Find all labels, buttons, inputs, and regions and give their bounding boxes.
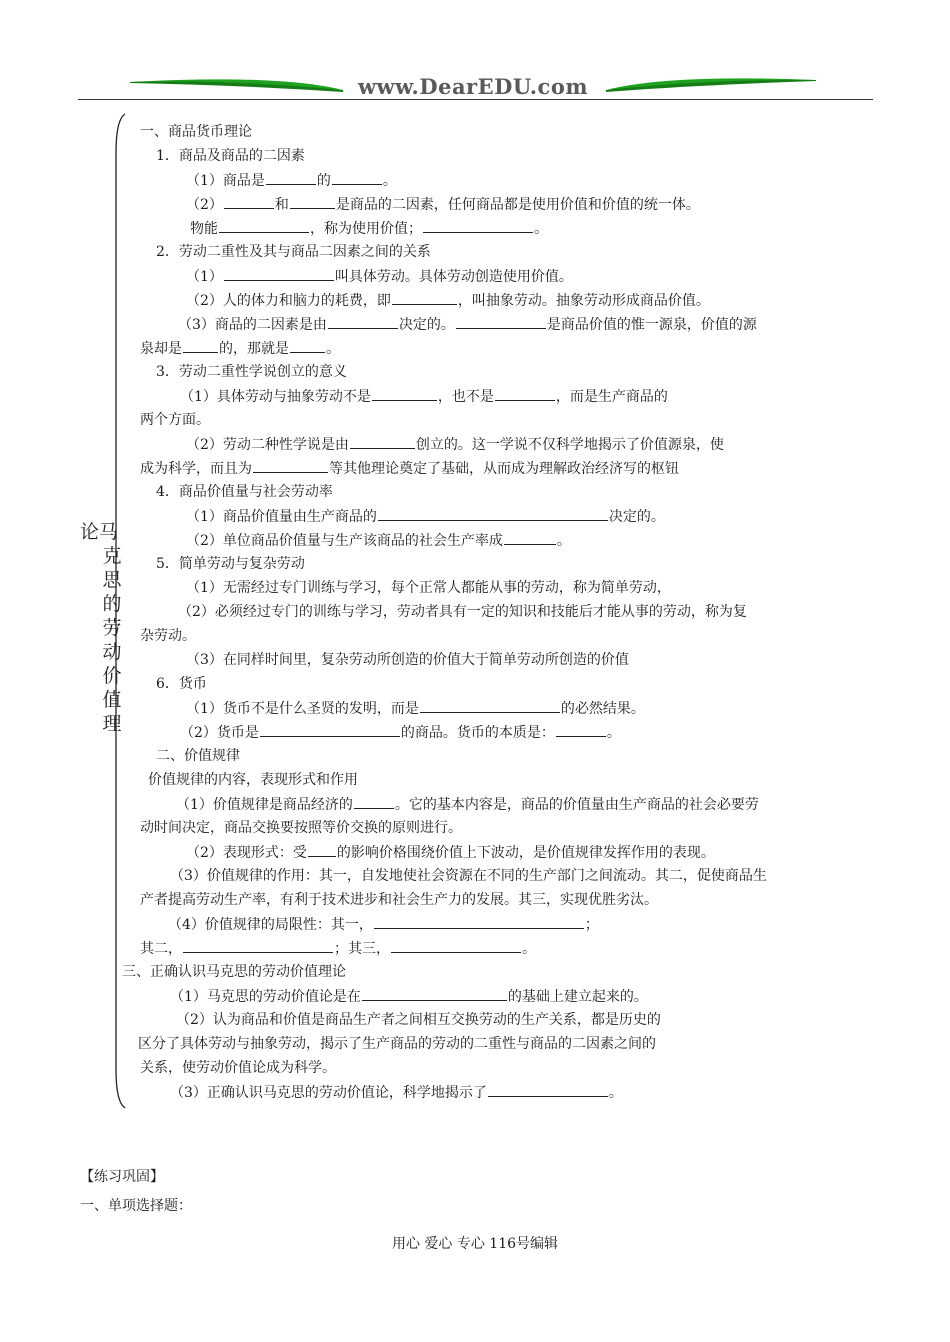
line-text: （3）正确认识马克思的劳动价值论，科学地揭示了 — [170, 1085, 487, 1101]
line-text: 成为科学，而且为 — [140, 461, 252, 477]
fill-in-blank[interactable] — [391, 938, 521, 953]
outline-line — [156, 482, 333, 502]
line-text: 2．劳动二重性及其与商品二因素之间的关系 — [156, 244, 431, 260]
outline-line — [186, 170, 397, 191]
line-text: ，称为使用价值； — [310, 221, 422, 237]
outline-line — [148, 770, 358, 790]
line-text: （1）价值规律是商品经济的 — [176, 797, 353, 813]
fill-in-blank[interactable] — [290, 194, 335, 209]
line-text: 产者提高劳动生产率，有利于技术进步和社会生产力的发展。其三，实现优胜劣汰。 — [140, 892, 658, 908]
fill-in-blank[interactable] — [328, 314, 398, 329]
practice-heading: 【练习巩固】 — [80, 1169, 164, 1185]
side-char: 动 — [102, 641, 122, 663]
line-text: （2） — [186, 197, 223, 213]
line-text: 。它的基本内容是，商品的价值量由生产商品的社会必要劳 — [394, 797, 759, 813]
line-text: ；其三， — [334, 941, 390, 957]
line-text: 物能 — [190, 221, 218, 237]
line-text: （2）单位商品价值量与生产该商品的社会生产率成 — [186, 533, 503, 549]
side-char: 思 — [102, 569, 122, 591]
line-text: （2）必须经过专门的训练与学习，劳动者具有一定的知识和技能后才能从事的劳动，称为复 — [178, 604, 747, 620]
line-text: 。 — [608, 1085, 623, 1101]
side-char: 克 — [102, 545, 122, 567]
line-text: 其二， — [140, 941, 182, 957]
outline-line — [186, 842, 715, 863]
line-text: （1） — [186, 269, 223, 285]
line-text: （1）马克思的劳动价值论是在 — [170, 989, 361, 1005]
outline-line — [140, 818, 462, 838]
fill-in-blank[interactable] — [224, 266, 334, 281]
line-text: （1）商品价值量由生产商品的 — [186, 509, 377, 525]
logo-text: www.DearEDU.com — [357, 74, 589, 99]
outline-line — [156, 146, 305, 166]
page-footer: 用心 爱心 专心 116号编辑 — [391, 1236, 559, 1252]
line-text: （2）认为商品和价值是商品生产者之间相互交换劳动的生产关系，都是历史的 — [176, 1012, 661, 1028]
fill-in-blank[interactable] — [378, 506, 608, 521]
side-char: 论 — [80, 521, 100, 543]
line-text: 泉却是 — [140, 341, 182, 357]
outline-line — [186, 194, 700, 215]
line-text: 。 — [522, 941, 536, 957]
outline-line — [190, 218, 548, 239]
line-text: （2）表现形式：受 — [186, 845, 307, 861]
line-text: 的商品。货币的本质是： — [400, 725, 555, 741]
outline-line — [186, 290, 710, 311]
line-text: （2）劳动二种性学说是由 — [186, 437, 349, 453]
line-text: （1）无需经过专门训练与学习，每个正常人都能从事的劳动，称为简单劳动， — [186, 580, 671, 596]
fill-in-blank[interactable] — [308, 842, 336, 857]
outline-line — [140, 1058, 336, 1078]
fill-in-blank[interactable] — [488, 1082, 608, 1097]
line-text: 叫具体劳动。具体劳动创造使用价值。 — [334, 269, 573, 285]
outline-line — [178, 314, 757, 335]
fill-in-blank[interactable] — [219, 218, 309, 233]
line-text: 动时间决定，商品交换要按照等价交换的原则进行。 — [140, 820, 462, 836]
line-text: 创立的。这一学说不仅科学地揭示了价值源泉，使 — [415, 437, 724, 453]
line-text: 1．商品及商品的二因素 — [156, 148, 305, 164]
line-text: （2）货币是 — [180, 725, 259, 741]
line-text: 。 — [556, 533, 571, 549]
line-text: 4．商品价值量与社会劳动率 — [156, 484, 333, 500]
outline-line — [156, 554, 305, 574]
fill-in-blank[interactable] — [183, 938, 333, 953]
outline-line — [180, 722, 621, 743]
side-vertical-label — [80, 520, 126, 736]
line-text: 决定的。 — [608, 509, 665, 525]
line-text: 二、价值规律 — [156, 748, 240, 764]
line-text: 的必然结果。 — [560, 701, 645, 717]
outline-line — [170, 1082, 623, 1103]
line-text: 价值规律的内容，表现形式和作用 — [148, 772, 358, 788]
outline-line — [168, 914, 599, 935]
outline-line — [186, 506, 665, 527]
line-text: （1）货币不是什么圣贤的发明，而是 — [186, 701, 419, 717]
outline-line — [156, 362, 347, 382]
line-text: （4）价值规律的局限性：其一， — [168, 917, 373, 933]
line-text: 的影响价格围绕价值上下波动，是价值规律发挥作用的表现。 — [336, 845, 715, 861]
outline-line — [140, 338, 340, 359]
line-text: （3）商品的二因素是由 — [178, 317, 327, 333]
outline-line — [140, 938, 536, 959]
line-text: 是商品的二因素，任何商品都是使用价值和价值的统一体。 — [335, 197, 700, 213]
fill-in-blank[interactable] — [504, 530, 556, 545]
line-text: 一、商品货币理论 — [140, 124, 252, 140]
fill-in-blank[interactable] — [350, 434, 415, 449]
line-text: 是商品价值的惟一源泉，价值的源 — [546, 317, 757, 333]
line-text: 的基础上建立起来的。 — [507, 989, 648, 1005]
fill-in-blank[interactable] — [423, 218, 533, 233]
line-text: ，叫抽象劳动。抽象劳动形成商品价值。 — [457, 293, 710, 309]
line-text: 。 — [326, 341, 340, 357]
outline-line — [140, 458, 679, 479]
outline-line — [156, 674, 207, 694]
outline-line — [122, 962, 346, 982]
outline-line — [140, 890, 658, 910]
line-text: 的 — [316, 173, 331, 189]
line-text: 两个方面。 — [140, 412, 210, 428]
side-char: 价 — [102, 665, 122, 687]
side-char: 马 — [99, 521, 119, 543]
outline-line — [180, 386, 668, 407]
header-rule — [78, 99, 873, 100]
outline-line — [186, 650, 629, 670]
line-text: ，也不是 — [437, 389, 494, 405]
line-text: ； — [584, 917, 599, 933]
outline-line — [186, 434, 724, 455]
outline-line — [186, 530, 571, 551]
line-text: 三、正确认识马克思的劳动价值理论 — [122, 964, 346, 980]
line-text: 决定的。 — [398, 317, 455, 333]
line-text: 等其他理论奠定了基础，从而成为理解政治经济写的枢钮 — [329, 461, 679, 477]
line-text: （1）具体劳动与抽象劳动不是 — [180, 389, 371, 405]
line-text: 区分了具体劳动与抽象劳动，揭示了生产商品的劳动的二重性与商品的二因素之间的 — [138, 1036, 656, 1052]
outline-line — [170, 986, 648, 1007]
outline-line — [156, 746, 240, 766]
side-char: 劳 — [102, 617, 122, 639]
line-text: 和 — [274, 197, 289, 213]
outline-line — [176, 794, 759, 815]
outline-line — [140, 626, 196, 646]
fill-in-blank[interactable] — [372, 386, 437, 401]
fill-in-blank[interactable] — [290, 338, 325, 353]
practice-section-title: 一、单项选择题： — [80, 1198, 192, 1214]
outline-line — [176, 1010, 661, 1030]
fill-in-blank[interactable] — [332, 170, 382, 185]
line-text: 杂劳动。 — [140, 628, 196, 644]
line-text: ，而是生产商品的 — [555, 389, 668, 405]
line-text: 的，那就是 — [219, 341, 289, 357]
outline-line — [140, 122, 252, 142]
fill-in-blank[interactable] — [260, 722, 400, 737]
fill-in-blank[interactable] — [362, 986, 507, 1001]
fill-in-blank[interactable] — [392, 290, 457, 305]
outline-line — [170, 866, 767, 886]
line-text: 5．简单劳动与复杂劳动 — [156, 556, 305, 572]
fill-in-blank[interactable] — [354, 794, 394, 809]
outline-line — [178, 602, 747, 622]
outline-line — [156, 242, 431, 262]
line-text: 关系，使劳动价值论成为科学。 — [140, 1060, 336, 1076]
outline-line — [140, 410, 210, 430]
line-text: （1）商品是 — [186, 173, 265, 189]
outline-line — [186, 266, 573, 287]
outline-line — [186, 698, 645, 719]
line-text: 3．劳动二重性学说创立的意义 — [156, 364, 347, 380]
side-char: 理 — [102, 713, 122, 735]
fill-in-blank[interactable] — [253, 458, 328, 473]
fill-in-blank[interactable] — [183, 338, 218, 353]
line-text: （2）人的体力和脑力的耗费，即 — [186, 293, 391, 309]
line-text: 。 — [606, 725, 621, 741]
fill-in-blank[interactable] — [456, 314, 546, 329]
fill-in-blank[interactable] — [495, 386, 555, 401]
line-text: 。 — [382, 173, 397, 189]
side-char: 值 — [102, 689, 122, 711]
side-char: 的 — [102, 593, 122, 615]
line-text: 。 — [534, 221, 548, 237]
fill-in-blank[interactable] — [420, 698, 560, 713]
line-text: 6．货币 — [156, 676, 207, 692]
fill-in-blank[interactable] — [556, 722, 606, 737]
fill-in-blank[interactable] — [224, 194, 274, 209]
line-text: （3）在同样时间里，复杂劳动所创造的价值大于简单劳动所创造的价值 — [186, 652, 629, 668]
fill-in-blank[interactable] — [374, 914, 584, 929]
outline-line — [186, 578, 671, 598]
fill-in-blank[interactable] — [266, 170, 316, 185]
line-text: （3）价值规律的作用：其一，自发地使社会资源在不同的生产部门之间流动。其二，促使商品生 — [170, 868, 767, 884]
outline-line — [138, 1034, 656, 1054]
